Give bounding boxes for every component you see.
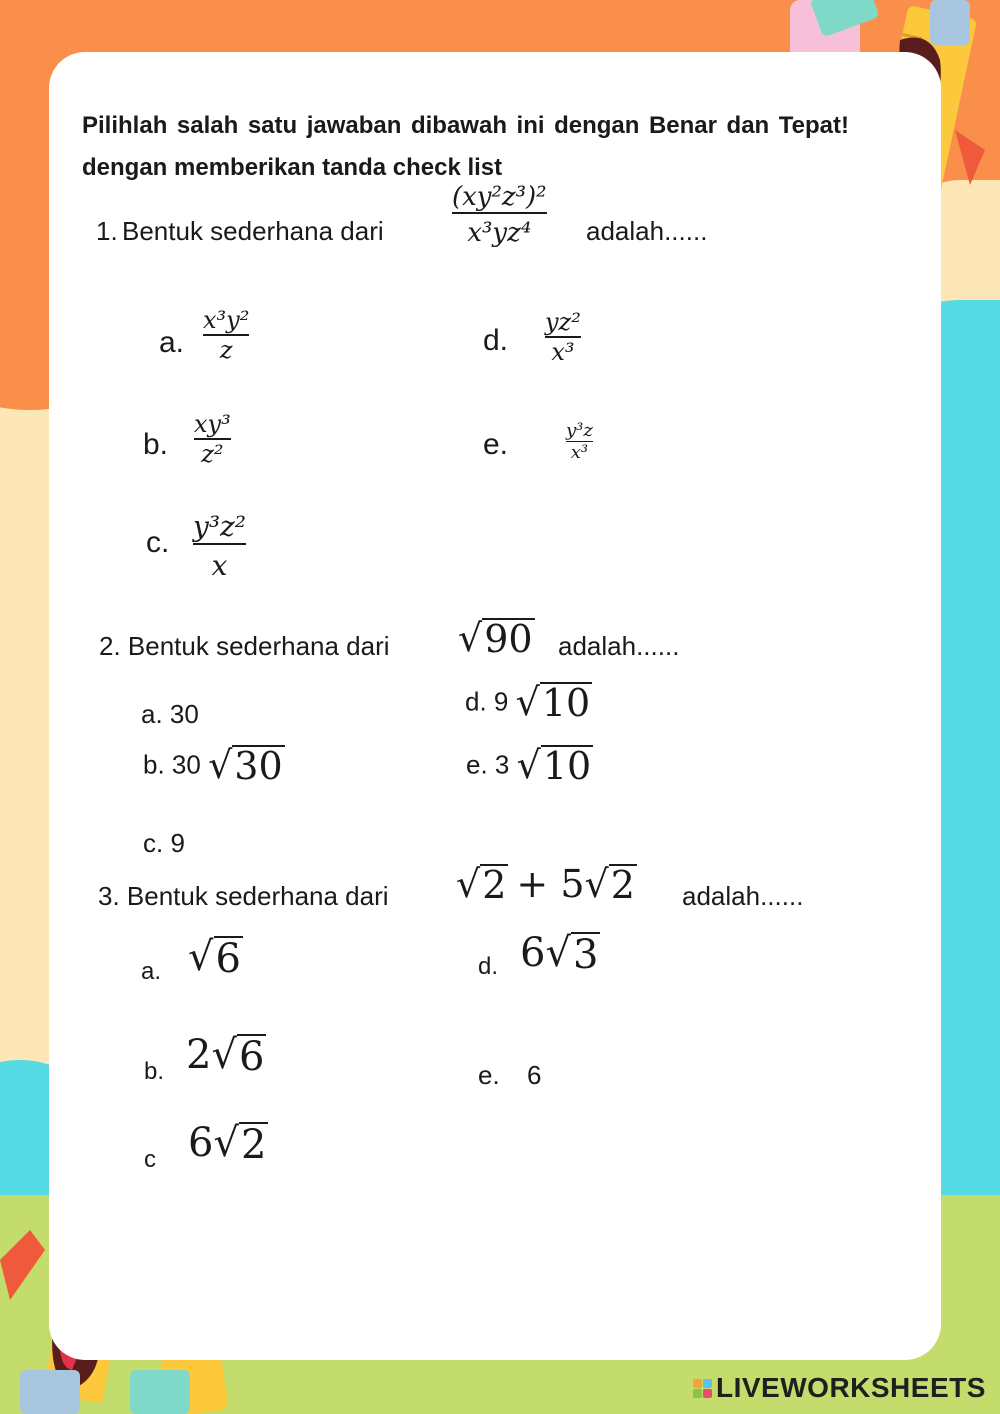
q2-expression: [458, 616, 535, 661]
q1-option-c-denominator: x: [211, 549, 228, 582]
q1-option-b-numerator: xy³: [194, 410, 231, 438]
q1-option-e-label: e.: [483, 428, 509, 461]
q1-option-d-numerator: yz²: [545, 308, 581, 336]
q3-option-d-radicand: 3: [572, 932, 599, 978]
q3-option-c-radical-sign: √: [213, 1120, 239, 1166]
q1-fraction-bar: [452, 212, 547, 214]
q2-option-e-radical-sign: √: [516, 743, 541, 787]
q2-option-e[interactable]: [466, 743, 593, 787]
q3-plus-coefficient: + 5: [516, 862, 585, 906]
q1-option-e-denominator: x³: [570, 442, 589, 463]
q1-expression-numerator: (xy²z³)²: [452, 182, 547, 212]
q3-option-c-label: c: [144, 1146, 156, 1173]
q3-suffix: adalah......: [682, 881, 804, 911]
q3-option-a-radical-sign: √: [188, 934, 214, 980]
q1-expression-fraction: [452, 182, 547, 248]
q1-option-c-numerator: y³z²: [193, 510, 247, 543]
q1-option-a-denominator: z: [219, 336, 233, 364]
q3-expression: [456, 862, 637, 906]
q2-option-b-label: b. 30: [143, 749, 201, 780]
q2-option-b[interactable]: [143, 743, 285, 787]
q3-option-b-label: b.: [144, 1058, 165, 1085]
q1-option-e-fraction[interactable]: [566, 420, 593, 463]
q1-option-c-label: c.: [146, 526, 170, 559]
q3-option-d-label: d.: [478, 953, 499, 980]
q3-radicand-2: 2: [610, 863, 635, 908]
q1-option-a-label: a.: [159, 326, 185, 359]
q3-option-c-coef: 6: [188, 1120, 214, 1166]
q1-option-d-label: d.: [483, 324, 509, 357]
q2-option-d-radicand: 10: [541, 681, 591, 726]
q1-option-d-fraction[interactable]: [545, 308, 581, 366]
q2-option-b-radicand: 30: [234, 744, 283, 789]
liveworksheets-logo: [693, 1372, 986, 1404]
q1-option-b-denominator: z²: [201, 440, 224, 468]
q2-option-d-radical-sign: √: [515, 680, 540, 724]
instruction-heading: Pilihlah salah satu jawaban dibawah ini dengan Benar dan Tepat! dengan memberikan tanda check list: [82, 112, 849, 181]
q3-option-d[interactable]: [520, 930, 600, 976]
q2-option-e-label: e. 3: [466, 749, 510, 780]
q3-option-c-radicand: 2: [240, 1122, 267, 1168]
q3-radical-sign-1: √: [456, 862, 481, 906]
liveworksheets-logo-icon: [693, 1379, 712, 1398]
q3-option-e-label: e.: [478, 1060, 500, 1090]
q1-suffix: adalah......: [586, 216, 708, 246]
q2-radical-sign: √: [458, 616, 483, 660]
q3-option-d-radical-sign: √: [545, 930, 571, 976]
q3-option-a-radicand: 6: [215, 936, 241, 982]
q3-option-d-coef: 6: [520, 930, 546, 976]
q2-option-a[interactable]: a. 30: [141, 699, 199, 729]
q1-option-c-bar: [193, 543, 246, 545]
q1-option-d-denominator: x³: [551, 338, 575, 366]
q1-expression-denominator: x³yz⁴: [467, 218, 532, 248]
q1-option-b-label: b.: [143, 428, 169, 461]
q3-option-c[interactable]: [188, 1120, 268, 1166]
q2-radicand: 90: [484, 617, 533, 662]
q3-option-b-coef: 2: [186, 1032, 212, 1078]
q2-option-c[interactable]: c. 9: [143, 828, 185, 858]
q2-option-b-radical-sign: √: [208, 743, 233, 787]
q1-option-a-numerator: x³y²: [203, 306, 250, 334]
q3-option-b-radicand: 6: [238, 1034, 265, 1080]
q3-radical-sign-2: √: [584, 862, 609, 906]
q1-option-a-fraction[interactable]: [203, 306, 249, 364]
q2-option-d[interactable]: [465, 680, 592, 724]
q3-prompt: 3. Bentuk sederhana dari: [98, 881, 389, 911]
q1-prompt: Bentuk sederhana dari: [122, 216, 384, 246]
q2-option-e-radicand: 10: [542, 744, 592, 789]
q1-option-e-numerator: y³z: [566, 420, 593, 441]
q2-option-d-label: d. 9: [465, 686, 509, 717]
q1-option-b-fraction[interactable]: [194, 410, 231, 468]
q1-option-c-fraction[interactable]: [193, 510, 246, 582]
q2-suffix: adalah......: [558, 631, 680, 661]
q3-option-b[interactable]: [186, 1032, 266, 1078]
q3-radicand-1: 2: [482, 863, 507, 908]
q3-option-b-radical-sign: √: [211, 1032, 237, 1078]
q3-option-a-label: a.: [141, 958, 162, 985]
liveworksheets-logo-text: LIVEWORKSHEETS: [716, 1372, 986, 1403]
q3-option-e-value[interactable]: 6: [527, 1060, 542, 1090]
q3-option-a[interactable]: [188, 934, 243, 980]
q1-number: 1.: [96, 216, 118, 246]
q2-prompt: 2. Bentuk sederhana dari: [99, 631, 390, 661]
